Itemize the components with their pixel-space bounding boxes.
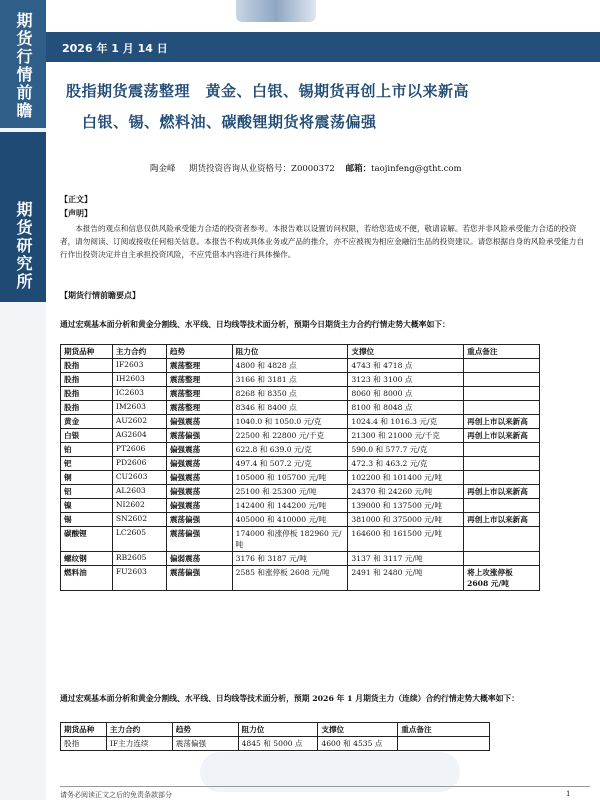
- table-cell: PD2606: [112, 457, 166, 471]
- table-cell: 8268 和 8350 点: [232, 387, 348, 401]
- table-cell: 8100 和 8048 点: [348, 401, 464, 415]
- table-cell: 3176 和 3187 元/吨: [232, 552, 348, 566]
- table-cell: 震荡偏强: [166, 566, 232, 591]
- table-cell: 164600 和 161500 元/吨: [348, 527, 464, 552]
- table-cell: 1040.0 和 1050.0 元/克: [232, 415, 348, 429]
- table-cell: 偏弱震荡: [166, 552, 232, 566]
- table-cell: 4600 和 4535 点: [318, 737, 398, 751]
- table-cell: 股指: [61, 387, 113, 401]
- table-row: [61, 429, 540, 443]
- table-cell: 3137 和 3117 元/吨: [348, 552, 464, 566]
- table-cell: 震荡整理: [166, 373, 232, 387]
- table-cell: [464, 387, 540, 401]
- table-cell: 再创上市以来新高: [464, 429, 540, 443]
- author-line: [150, 162, 462, 174]
- footer-divider: [60, 786, 590, 787]
- company-logo: [236, 0, 316, 22]
- report-title-line2: 白银、锡、燃料油、碳酸锂期货将震荡偏强: [82, 113, 377, 131]
- table-cell: 再创上市以来新高: [464, 513, 540, 527]
- table-cell: SN2602: [112, 513, 166, 527]
- table-row: [61, 513, 540, 527]
- table-cell: 黄金: [61, 415, 113, 429]
- table-row: [61, 499, 540, 513]
- table-row: [61, 485, 540, 499]
- table-cell: LC2605: [112, 527, 166, 552]
- table-header-cell: 重点备注: [398, 723, 490, 737]
- table-cell: [464, 359, 540, 373]
- table-cell: 3123 和 3100 点: [348, 373, 464, 387]
- table-header-cell: 期货品种: [61, 723, 107, 737]
- table-cell: 4845 和 5000 点: [238, 737, 318, 751]
- table-cell: 偏强震荡: [166, 499, 232, 513]
- table-cell: 震荡整理: [166, 401, 232, 415]
- table-row: [61, 387, 540, 401]
- table-header-cell: 期货品种: [61, 345, 113, 359]
- table-row: [61, 457, 540, 471]
- table-header-cell: 支撑位: [318, 723, 398, 737]
- intro-text-1: 通过宏观基本面分析和黄金分割线、水平线、日均线等技术面分析，预期今日期货主力合约行情走势大概率如下：: [60, 320, 450, 329]
- table-cell: 21300 和 21000 元/千克: [348, 429, 464, 443]
- author-name: 陶金峰: [150, 164, 176, 174]
- table-cell: 震荡整理: [166, 359, 232, 373]
- table-cell: 股指: [61, 737, 107, 751]
- top-strip: [46, 0, 600, 30]
- table-cell: 螺纹钢: [61, 552, 113, 566]
- table-cell: [464, 499, 540, 513]
- forecast-table-daily: [60, 344, 540, 591]
- report-date: 2026 年 1 月 14 日: [62, 42, 168, 55]
- sidebar-mid-label: 期货研究所: [14, 201, 33, 291]
- table-cell: 锡: [61, 513, 113, 527]
- table-cell: 22500 和 22800 元/千克: [232, 429, 348, 443]
- table-cell: IH2603: [112, 373, 166, 387]
- table-cell: 405000 和 410000 元/吨: [232, 513, 348, 527]
- table-cell: 1024.4 和 1016.3 元/克: [348, 415, 464, 429]
- tag-points: 【期货行情前瞻要点】: [60, 290, 140, 300]
- cert-number: Z0000372: [291, 164, 335, 174]
- table-cell: 镍: [61, 499, 113, 513]
- table-cell: 偏强震荡: [166, 415, 232, 429]
- table-cell: IF2603: [112, 359, 166, 373]
- table-row: [61, 401, 540, 415]
- table-cell: 105000 和 105700 元/吨: [232, 471, 348, 485]
- table-cell: AL2603: [112, 485, 166, 499]
- table-cell: 142400 和 144200 元/吨: [232, 499, 348, 513]
- table-cell: 2491 和 2480 元/吨: [348, 566, 464, 591]
- table-cell: [398, 737, 490, 751]
- table-cell: 174000 和涨停板 182960 元/吨: [232, 527, 348, 552]
- table-cell: IC2603: [112, 387, 166, 401]
- page-number: 1: [566, 790, 571, 798]
- tag-declare: 【声明】: [60, 208, 92, 218]
- table-cell: [464, 527, 540, 552]
- table-cell: 碳酸锂: [61, 527, 113, 552]
- table-cell: AU2602: [112, 415, 166, 429]
- sidebar-top-label: 期货行情前瞻: [14, 12, 33, 120]
- table-row: [61, 527, 540, 552]
- table-cell: [464, 552, 540, 566]
- table-cell: 偏强震荡: [166, 443, 232, 457]
- table-cell: 4800 和 4828 点: [232, 359, 348, 373]
- table-cell: 偏强震荡: [166, 485, 232, 499]
- table-header-cell: 阻力位: [232, 345, 348, 359]
- email-label: 邮箱：: [345, 164, 372, 174]
- table-header-cell: 趋势: [172, 723, 238, 737]
- table-cell: 381000 和 375000 元/吨: [348, 513, 464, 527]
- table-header-cell: 阻力位: [238, 723, 318, 737]
- table-cell: 472.3 和 463.2 元/克: [348, 457, 464, 471]
- table-cell: [464, 401, 540, 415]
- tag-main: 【正文】: [60, 194, 92, 204]
- table-cell: 8346 和 8400 点: [232, 401, 348, 415]
- table-row: [61, 443, 540, 457]
- table-cell: 497.4 和 507.2 元/克: [232, 457, 348, 471]
- table-cell: 震荡偏强: [166, 527, 232, 552]
- table-cell: 再创上市以来新高: [464, 485, 540, 499]
- declare-text: 本报告的观点和信息仅供风险承受能力合适的投资者参考。本报告难以设置访问权限，若给您造成不便，敬请谅解。若您并非风险承受能力合适的投资者，请勿阅读、订阅或接收任何相关信息。本报告不构成具体业务或产品的推介，亦不应被视为相应金融衍生品的投资建议。请您根据自身的风险承受能力自行作出投资决定并自主承担投资风险，不应凭借本内容进行具体操作。: [60, 224, 584, 259]
- table-header-cell: 支撑位: [348, 345, 464, 359]
- table-cell: 铝: [61, 485, 113, 499]
- table-cell: 震荡偏强: [172, 737, 238, 751]
- table-cell: 股指: [61, 373, 113, 387]
- table-cell: 铂: [61, 443, 113, 457]
- table-cell: 2585 和涨停板 2608 元/吨: [232, 566, 348, 591]
- table-cell: 590.0 和 577.7 元/克: [348, 443, 464, 457]
- table-cell: [464, 443, 540, 457]
- table-row: [61, 566, 540, 591]
- table-row: [61, 415, 540, 429]
- intro-text-2: 通过宏观基本面分析和黄金分割线、水平线、日均线等技术面分析，预期 2026 年 1 月期货主力（连续）合约行情走势大概率如下：: [60, 694, 520, 703]
- table-row: [61, 471, 540, 485]
- table-cell: 3166 和 3181 点: [232, 373, 348, 387]
- table-cell: 钯: [61, 457, 113, 471]
- table-row: [61, 359, 540, 373]
- table-header-cell: 趋势: [166, 345, 232, 359]
- table-header-cell: 重点备注: [464, 345, 540, 359]
- table-cell: 102200 和 101400 元/吨: [348, 471, 464, 485]
- table-cell: 震荡整理: [166, 387, 232, 401]
- cert-label: 期货投资咨询从业资格号：: [189, 164, 292, 174]
- table-cell: 24370 和 24260 元/吨: [348, 485, 464, 499]
- table-cell: AG2604: [112, 429, 166, 443]
- table-cell: 震荡偏强: [166, 513, 232, 527]
- table-cell: 622.8 和 639.0 元/克: [232, 443, 348, 457]
- table-cell: 燃料油: [61, 566, 113, 591]
- table-cell: CU2603: [112, 471, 166, 485]
- table-cell: RB2605: [112, 552, 166, 566]
- author-email: taojinfeng@gtht.com: [371, 164, 462, 174]
- table-cell: 股指: [61, 359, 113, 373]
- table-cell: 股指: [61, 401, 113, 415]
- table-cell: 25100 和 25300 元/吨: [232, 485, 348, 499]
- table-cell: [464, 457, 540, 471]
- table-cell: 4743 和 4718 点: [348, 359, 464, 373]
- table-cell: [464, 471, 540, 485]
- table-cell: 白银: [61, 429, 113, 443]
- report-title-line1: 股指期货震荡整理 黄金、白银、锡期货再创上市以来新高: [66, 82, 470, 100]
- table-cell: [464, 373, 540, 387]
- table-cell: 偏强震荡: [166, 471, 232, 485]
- table-cell: 139000 和 137500 元/吨: [348, 499, 464, 513]
- table-cell: 震荡偏强: [166, 429, 232, 443]
- table-cell: PT2606: [112, 443, 166, 457]
- table-row: [61, 737, 490, 751]
- table-header-cell: 主力合约: [106, 723, 172, 737]
- table-cell: 偏强震荡: [166, 457, 232, 471]
- table-cell: 8060 和 8000 点: [348, 387, 464, 401]
- table-cell: NI2602: [112, 499, 166, 513]
- table-cell: 铜: [61, 471, 113, 485]
- table-row: [61, 373, 540, 387]
- table-header-cell: 主力合约: [112, 345, 166, 359]
- table-cell: IM2603: [112, 401, 166, 415]
- footer-disclaimer: 请务必阅读正文之后的免责条款部分: [60, 791, 172, 799]
- forecast-table-monthly: [60, 722, 490, 751]
- table-cell: 将上攻涨停板 2608 元/吨: [464, 566, 540, 591]
- table-row: [61, 552, 540, 566]
- table-cell: 再创上市以来新高: [464, 415, 540, 429]
- table-cell: FU2603: [112, 566, 166, 591]
- table-cell: IF主力连续: [106, 737, 172, 751]
